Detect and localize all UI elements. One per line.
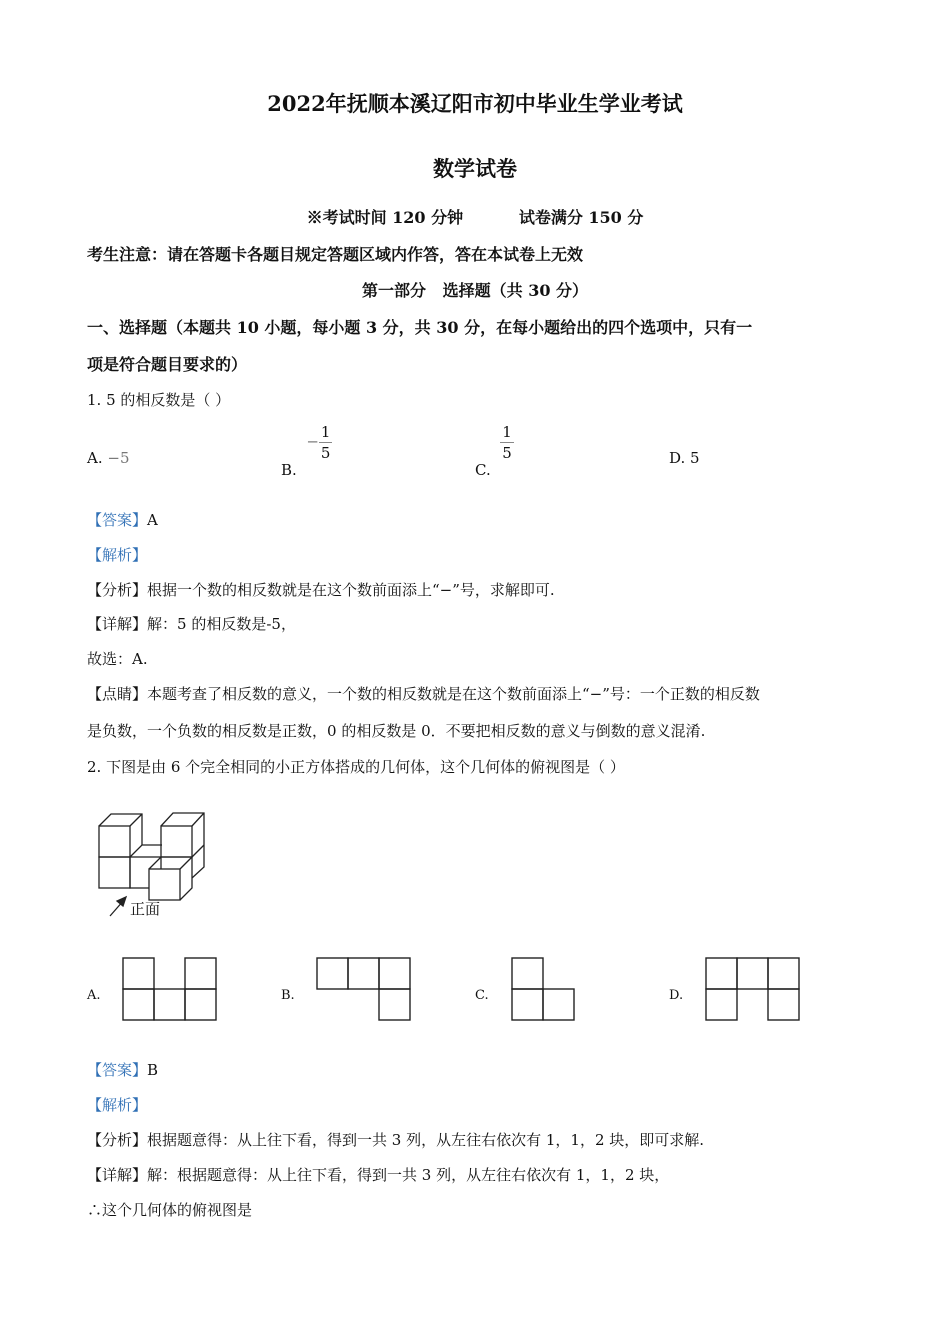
q2-conclusion: ∴这个几何体的俯视图是 [87, 1201, 253, 1219]
q1-stem: 1. 5 的相反数是（ ） [87, 391, 231, 409]
q2-option-a-label: A. [87, 988, 101, 1003]
notice: 考生注意：请在答题卡各题目规定答题区域内作答，答在本试卷上无效 [87, 245, 584, 264]
q2-option-c-label: C. [475, 988, 489, 1003]
exam-info: ※考试时间 120 分钟 试卷满分 150 分 [306, 208, 644, 227]
q1-option-d: D. 5 [669, 449, 700, 467]
q2-option-b-figure [316, 957, 414, 1023]
q2-stem: 2. 下图是由 6 个完全相同的小正方体搭成的几何体，这个几何体的俯视图是（ ） [87, 758, 625, 776]
q2-option-c-figure [511, 957, 579, 1023]
q1-analysis-tag: 【解析】 [87, 546, 148, 564]
q2-answer: 【答案】B [87, 1061, 159, 1079]
q1-answer: 【答案】A [87, 511, 158, 529]
q1-choose: 故选：A. [87, 650, 148, 668]
q1-option-c: C. $\frac{1}{5}$ [475, 423, 512, 479]
q2-option-d-label: D. [669, 988, 684, 1003]
q1-option-a: A. −5 [87, 449, 130, 467]
q2-option-b-label: B. [281, 988, 295, 1003]
q2-fenxi: 【分析】根据题意得：从上往下看，得到一共 3 列，从左往右依次有 1，1，2 块，即可求解. [87, 1131, 705, 1149]
part-heading: 第一部分 选择题（共 30 分） [361, 281, 589, 300]
q2-detail: 【详解】解：根据题意得：从上往下看，得到一共 3 列，从左往右依次有 1，1，2 块， [87, 1166, 670, 1184]
q1-detail: 【详解】解：5 的相反数是-5， [87, 615, 296, 633]
q2-front-label: 正面 [130, 900, 161, 918]
section-heading: 一、选择题（本题共 10 小题，每小题 3 分，共 30 分，在每小题给出的四个选项中，只有一 [87, 318, 753, 337]
q1-comment: 【点睛】本题考查了相反数的意义，一个数的相反数就是在这个数前面添上“−”号：一个正数的相反数 [87, 685, 760, 703]
exam-title: 2022年抚顺本溪辽阳市初中毕业生学业考试 [267, 91, 683, 116]
q1-comment-cont: 是负数，一个负数的相反数是正数，0 的相反数是 0．不要把相反数的意义与倒数的意义混淆. [87, 722, 706, 740]
q2-option-a-figure [122, 957, 220, 1023]
exam-subtitle: 数学试卷 [433, 156, 517, 181]
q1-fenxi: 【分析】根据一个数的相反数就是在这个数前面添上“−”号，求解即可. [87, 581, 555, 599]
q2-option-d-figure [705, 957, 803, 1023]
section-heading-cont: 项是符合题目要求的） [87, 355, 248, 374]
q1-option-b: B. − $\frac{1}{5}$ [281, 423, 331, 479]
q2-analysis-tag: 【解析】 [87, 1096, 148, 1114]
